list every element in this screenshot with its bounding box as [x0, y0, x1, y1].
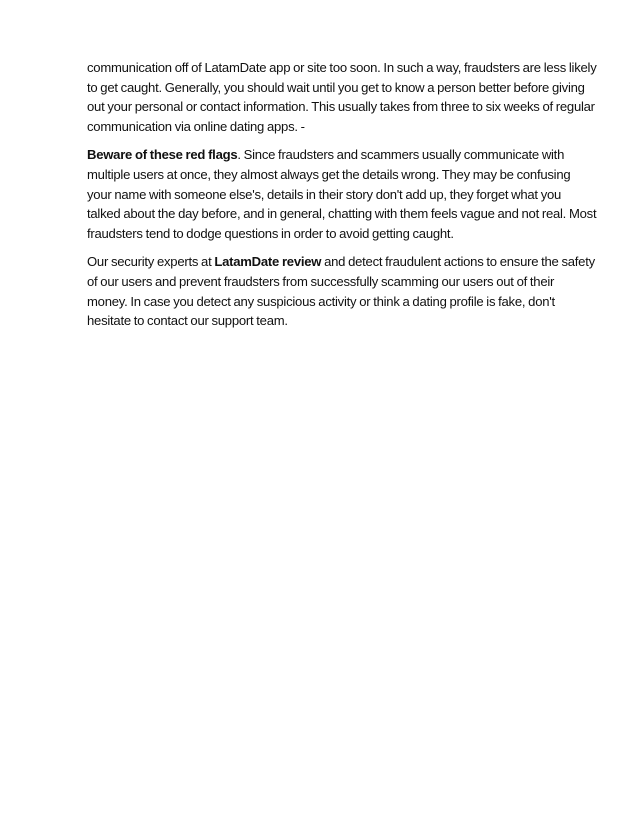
paragraph-text: communication off of LatamDate app or site too soon. In such a way, fraudsters are less likely to get caught. Generally, you should wait until you get to know a person better before giving out your personal or contact information. This usually takes from three to six weeks of regular communication via online dating apps. -	[87, 60, 597, 134]
paragraph-communication-advice	[87, 58, 597, 136]
paragraph-text-before: Our security experts at	[87, 254, 215, 270]
paragraph-security-experts	[87, 252, 597, 330]
latamdate-review-bold: LatamDate review	[214, 254, 322, 270]
red-flags-heading: Beware of these red flags	[87, 147, 238, 163]
paragraph-red-flags	[87, 145, 597, 243]
paragraph-text: . Since fraudsters and scammers usually communicate with multiple users at once, they almost always get the details wrong. They may be confusing your name with someone else's, details in their story don't add up, they forget what you talked about the day before, and in general, chatting with them feels vague and not real. Most fraudsters tend to dodge questions in order to avoid getting caught.	[87, 147, 597, 241]
paragraph-text-after: and detect fraudulent actions to ensure the safety of our users and prevent fraudsters from successfully scamming our users out of their money. In case you detect any suspicious activity or think a dating profile is fake, don't hesitate to contact our support team.	[87, 254, 595, 329]
document-body	[87, 58, 597, 340]
